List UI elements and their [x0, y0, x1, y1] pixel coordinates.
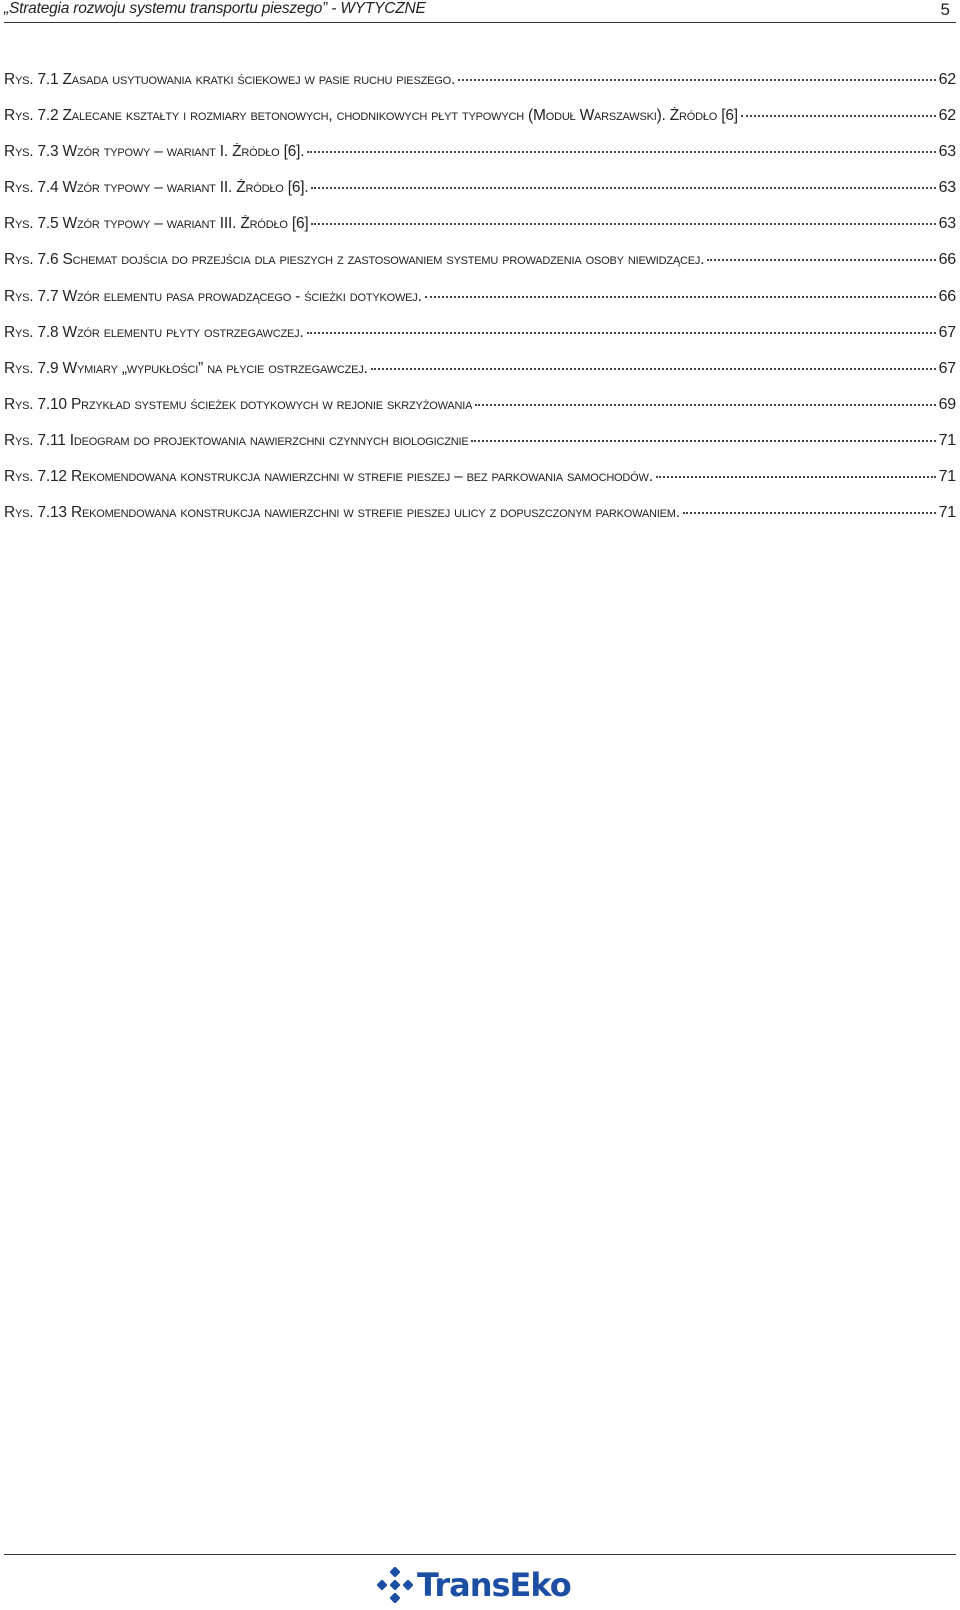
toc-entry-title: Rys. 7.4 Wzór typowy – wariant II. Źródło [6]. [4, 179, 309, 197]
toc-entry-page: 63 [938, 215, 956, 233]
toc-entry-title: Rys. 7.10 Przykład systemu ścieżek dotykowych w rejonie skrzyżowania [4, 395, 473, 413]
toc-entry-page: 69 [938, 395, 956, 413]
toc-entry-page: 71 [938, 431, 956, 449]
dot-leader [307, 151, 935, 153]
toc-entry-title: Rys. 7.3 Wzór typowy – wariant I. Źródło [6]. [4, 143, 305, 161]
toc-entry-title: Rys. 7.9 Wymiary „wypukłości” na płycie ostrzegawczej. [4, 359, 368, 377]
toc-entry[interactable] [4, 396, 956, 432]
dot-leader [371, 368, 936, 370]
toc-entry-page: 62 [938, 71, 956, 88]
transeko-logo [377, 1562, 571, 1608]
document-title: „Strategia rozwoju systemu transportu pieszego” - WYTYCZNE [4, 0, 426, 17]
toc-entry-page: 63 [938, 179, 956, 197]
toc-entry[interactable] [4, 71, 956, 107]
toc-entry[interactable] [4, 432, 956, 468]
toc-entry[interactable] [4, 324, 956, 360]
toc-entry[interactable] [4, 288, 956, 324]
dot-leader [475, 404, 935, 406]
toc-entry-title: Rys. 7.13 Rekomendowana konstrukcja nawierzchni w strefie pieszej ulicy z dopuszczonym parkowaniem. [4, 504, 680, 522]
dot-leader [707, 259, 935, 261]
dot-leader [458, 79, 936, 81]
dot-leader [311, 187, 935, 189]
toc-entry-page: 71 [938, 504, 956, 522]
toc-entry[interactable] [4, 107, 956, 143]
toc-entry[interactable] [4, 468, 956, 504]
toc-entry-title: Rys. 7.11 Ideogram do projektowania nawierzchni czynnych biologicznie [4, 431, 469, 449]
list-of-figures [4, 71, 956, 540]
toc-entry-title: Rys. 7.2 Zalecane kształty i rozmiary betonowych, chodnikowych płyt typowych (Moduł Warszawski). Źródło [6] [4, 107, 738, 125]
toc-entry-page: 71 [938, 468, 956, 486]
dot-leader [741, 115, 936, 117]
dot-leader [425, 296, 936, 298]
toc-entry-title: Rys. 7.6 Schemat dojścia do przejścia dla pieszych z zastosowaniem systemu prowadzenia osoby niewidzącej. [4, 251, 705, 269]
toc-entry-title: Rys. 7.8 Wzór elementu płyty ostrzegawczej. [4, 323, 304, 341]
toc-entry-page: 63 [938, 143, 956, 161]
toc-entry-page: 67 [938, 323, 956, 341]
toc-entry[interactable] [4, 360, 956, 396]
dot-leader [307, 332, 936, 334]
page-number: 5 [940, 0, 950, 19]
toc-entry[interactable] [4, 143, 956, 179]
toc-entry[interactable] [4, 179, 956, 215]
toc-entry-page: 62 [938, 107, 956, 125]
page-header [4, 0, 956, 23]
toc-entry-page: 66 [938, 287, 956, 305]
dot-leader [471, 440, 935, 442]
dot-leader [683, 512, 936, 514]
dot-leader [311, 223, 935, 225]
page-footer-rule [4, 1554, 956, 1555]
logo-wordmark: TransEko [417, 1566, 571, 1604]
toc-entry[interactable] [4, 504, 956, 540]
toc-entry-title: Rys. 7.5 Wzór typowy – wariant III. Źródło [6] [4, 215, 309, 233]
toc-entry[interactable] [4, 215, 956, 251]
toc-entry-page: 67 [938, 359, 956, 377]
toc-entry-title: Rys. 7.7 Wzór elementu pasa prowadzącego - ścieżki dotykowej. [4, 287, 422, 305]
toc-entry[interactable] [4, 251, 956, 287]
toc-entry-title: Rys. 7.1 Zasada usytuowania kratki ściekowej w pasie ruchu pieszego. [4, 71, 456, 88]
dot-leader [656, 476, 936, 478]
toc-entry-title: Rys. 7.12 Rekomendowana konstrukcja nawierzchni w strefie pieszej – bez parkowania samochodów. [4, 468, 653, 486]
transeko-logo-icon [377, 1567, 413, 1603]
toc-entry-page: 66 [938, 251, 956, 269]
